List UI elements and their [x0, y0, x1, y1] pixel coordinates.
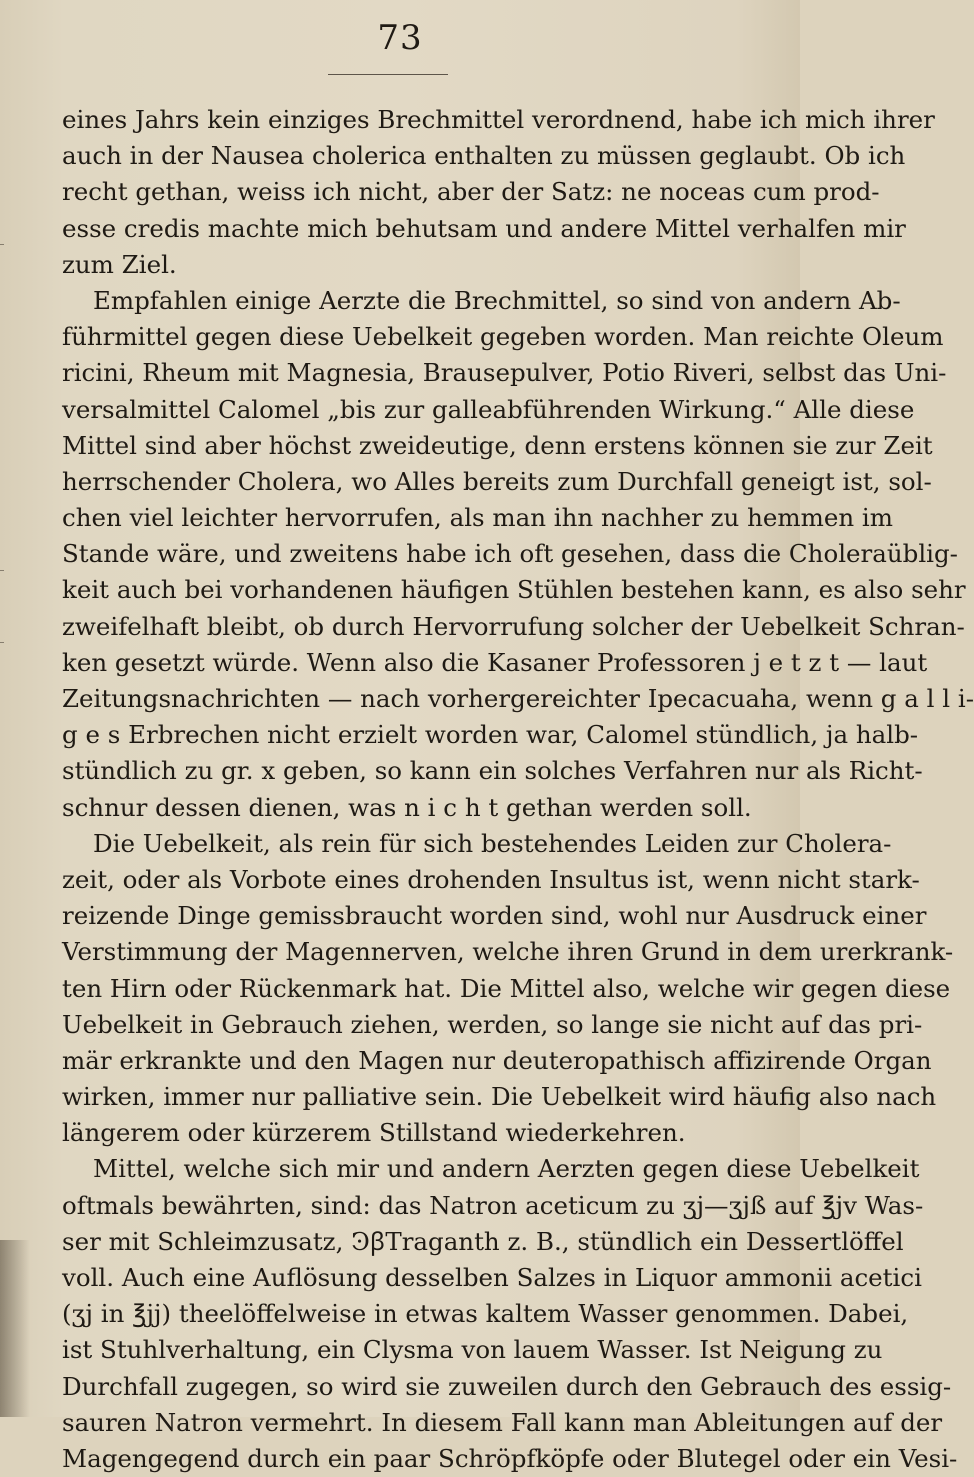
- margin-mark: [0, 642, 4, 643]
- page-edge-shadow: [0, 1240, 30, 1417]
- text-line: Verstimmung der Magennerven, welche ihren Grund in dem urerkrank-: [62, 937, 954, 967]
- text-line: voll. Auch eine Auflösung desselben Salzes in Liquor ammonii acetici: [62, 1263, 922, 1292]
- text-line: auch in der Nausea cholerica enthalten zu müssen geglaubt. Ob ich: [62, 141, 906, 171]
- text-line: ricini, Rheum mit Magnesia, Brausepulver, Potio Riveri, selbst das Uni-: [62, 358, 947, 388]
- text-line: stündlich zu gr. x geben, so kann ein solches Verfahren nur als Richt-: [62, 756, 923, 786]
- page-body-text: [62, 102, 974, 1477]
- text-line: recht gethan, weiss ich nicht, aber der Satz: ne noceas cum prod-: [62, 177, 880, 207]
- text-line: ten Hirn oder Rückenmark hat. Die Mittel also, welche wir gegen diese: [62, 973, 951, 1003]
- text-line: Durchfall zugegen, so wird sie zuweilen durch den Gebrauch des essig-: [62, 1371, 952, 1401]
- text-line: Magengegend durch ein paar Schröpfköpfe oder Blutegel oder ein Vesi-: [62, 1443, 958, 1473]
- page-number: 73: [377, 18, 423, 58]
- text-line: eines Jahrs kein einziges Brechmittel verordnend, habe ich mich ihrer: [62, 105, 935, 134]
- text-line: ist Stuhlverhaltung, ein Clysma von lauem Wasser. Ist Neigung zu: [62, 1335, 883, 1365]
- text-line: Stande wäre, und zweitens habe ich oft gesehen, dass die Choleraüblig-: [62, 539, 958, 569]
- text-line: esse credis machte mich behutsam und andere Mittel verhalfen mir: [62, 213, 906, 243]
- text-line: wirken, immer nur palliative sein. Die Uebelkeit wird häufig also nach: [62, 1082, 937, 1112]
- text-line: zum Ziel.: [62, 249, 177, 279]
- text-line: längerem oder kürzerem Stillstand wiederkehren.: [62, 1118, 686, 1148]
- text-line: mär erkrankte und den Magen nur deuteropathisch affizirende Organ: [62, 1045, 932, 1075]
- text-line: zweifelhaft bleibt, ob durch Hervorrufung solcher der Uebelkeit Schran-: [62, 611, 965, 641]
- text-line: ken gesetzt würde. Wenn also die Kasaner Professoren j e t z t — laut: [62, 647, 928, 677]
- text-line: Mittel, welche sich mir und andern Aerzten gegen diese Uebelkeit: [93, 1154, 920, 1184]
- text-line: keit auch bei vorhandenen häufigen Stühlen bestehen kann, es also sehr: [62, 575, 966, 605]
- text-line: oftmals bewährten, sind: das Natron aceticum zu ʒj—ʒjß auf ℥jv Was-: [62, 1190, 924, 1220]
- margin-mark: [0, 244, 4, 245]
- margin-mark: [0, 570, 4, 571]
- text-line: führmittel gegen diese Uebelkeit gegeben worden. Man reichte Oleum: [62, 322, 944, 352]
- text-line: ser mit Schleimzusatz, ϿꞵTraganth z. B., stündlich ein Dessertlöffel: [62, 1226, 904, 1256]
- text-line: chen viel leichter hervorrufen, als man ihn nachher zu hemmen im: [62, 503, 893, 533]
- text-line: Zeitungsnachrichten — nach vorhergereichter Ipecacuaha, wenn g a l l i-: [62, 684, 974, 713]
- text-line: versalmittel Calomel „bis zur galleabführenden Wirkung.“ Alle diese: [62, 394, 915, 424]
- text-line: Mittel sind aber höchst zweideutige, denn erstens können sie zur Zeit: [62, 430, 933, 460]
- text-line: zeit, oder als Vorbote eines drohenden Insultus ist, wenn nicht stark-: [62, 864, 920, 894]
- text-line: reizende Dinge gemissbraucht worden sind, wohl nur Ausdruck einer: [62, 901, 927, 931]
- text-line: (ʒj in ℥jj) theelöffelweise in etwas kaltem Wasser genommen. Dabei,: [62, 1299, 909, 1329]
- text-line: Die Uebelkeit, als rein für sich bestehendes Leiden zur Cholera-: [93, 828, 892, 858]
- text-line: schnur dessen dienen, was n i c h t gethan werden soll.: [62, 792, 752, 822]
- header-rule: [328, 74, 448, 75]
- text-line: Empfahlen einige Aerzte die Brechmittel, so sind von andern Ab-: [93, 285, 901, 315]
- text-line: g e s Erbrechen nicht erzielt worden war, Calomel stündlich, ja halb-: [62, 720, 919, 750]
- text-line: sauren Natron vermehrt. In diesem Fall kann man Ableitungen auf der: [62, 1407, 943, 1437]
- text-line: herrschender Cholera, wo Alles bereits zum Durchfall geneigt ist, sol-: [62, 466, 932, 496]
- text-line: Uebelkeit in Gebrauch ziehen, werden, so lange sie nicht auf das pri-: [62, 1009, 923, 1039]
